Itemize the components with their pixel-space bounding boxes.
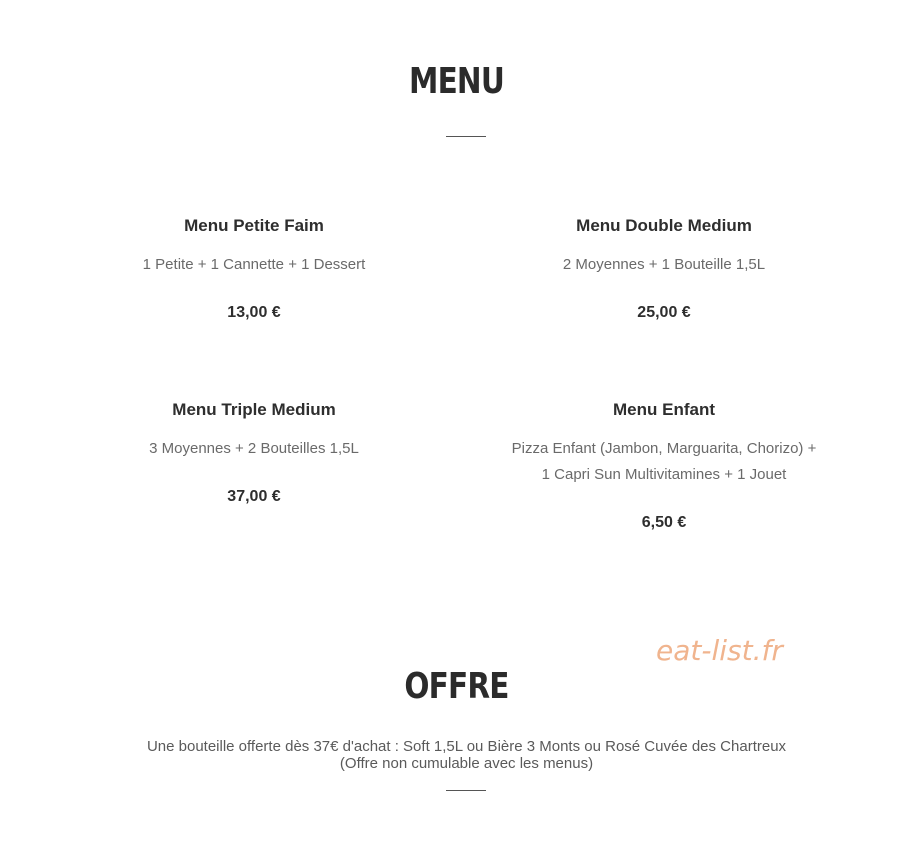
menu-item-petite-faim (89, 216, 419, 323)
offer-line-1: Une bouteille offerte dès 37€ d'achat : Soft 1,5L ou Bière 3 Monts ou Rosé Cuvée des Chartreux (146, 738, 787, 755)
watermark-text: eat-list.fr (656, 634, 783, 667)
offre-section-title: OFFRE (404, 666, 509, 707)
menu-item-description: 3 Moyennes + 2 Bouteilles 1,5L (149, 440, 359, 457)
offer-line-2: (Offre non cumulable avec les menus) (339, 755, 594, 772)
menu-item-price: 37,00 € (227, 488, 281, 505)
menu-item-price: 13,00 € (227, 304, 281, 321)
menu-item-enfant (499, 400, 829, 533)
offer-description (0, 738, 913, 772)
menu-item-name: Menu Enfant (613, 400, 715, 419)
menu-item-name: Menu Double Medium (576, 216, 752, 235)
menu-section-title: MENU (409, 61, 504, 102)
menu-item-price: 25,00 € (637, 304, 691, 321)
menu-item-name: Menu Petite Faim (184, 216, 324, 235)
menu-item-triple-medium (89, 400, 419, 507)
menu-item-price: 6,50 € (641, 514, 687, 531)
offre-divider (446, 790, 486, 791)
menu-divider (446, 136, 486, 137)
menu-item-description: 2 Moyennes + 1 Bouteille 1,5L (562, 256, 766, 273)
menu-item-description: Pizza Enfant (Jambon, Marguarita, Chorizo) + 1 Capri Sun Multivitamines + 1 Jouet (511, 440, 817, 483)
menu-item-name: Menu Triple Medium (172, 400, 336, 419)
menu-item-description: 1 Petite + 1 Cannette + 1 Dessert (142, 256, 366, 273)
menu-item-double-medium (499, 216, 829, 323)
